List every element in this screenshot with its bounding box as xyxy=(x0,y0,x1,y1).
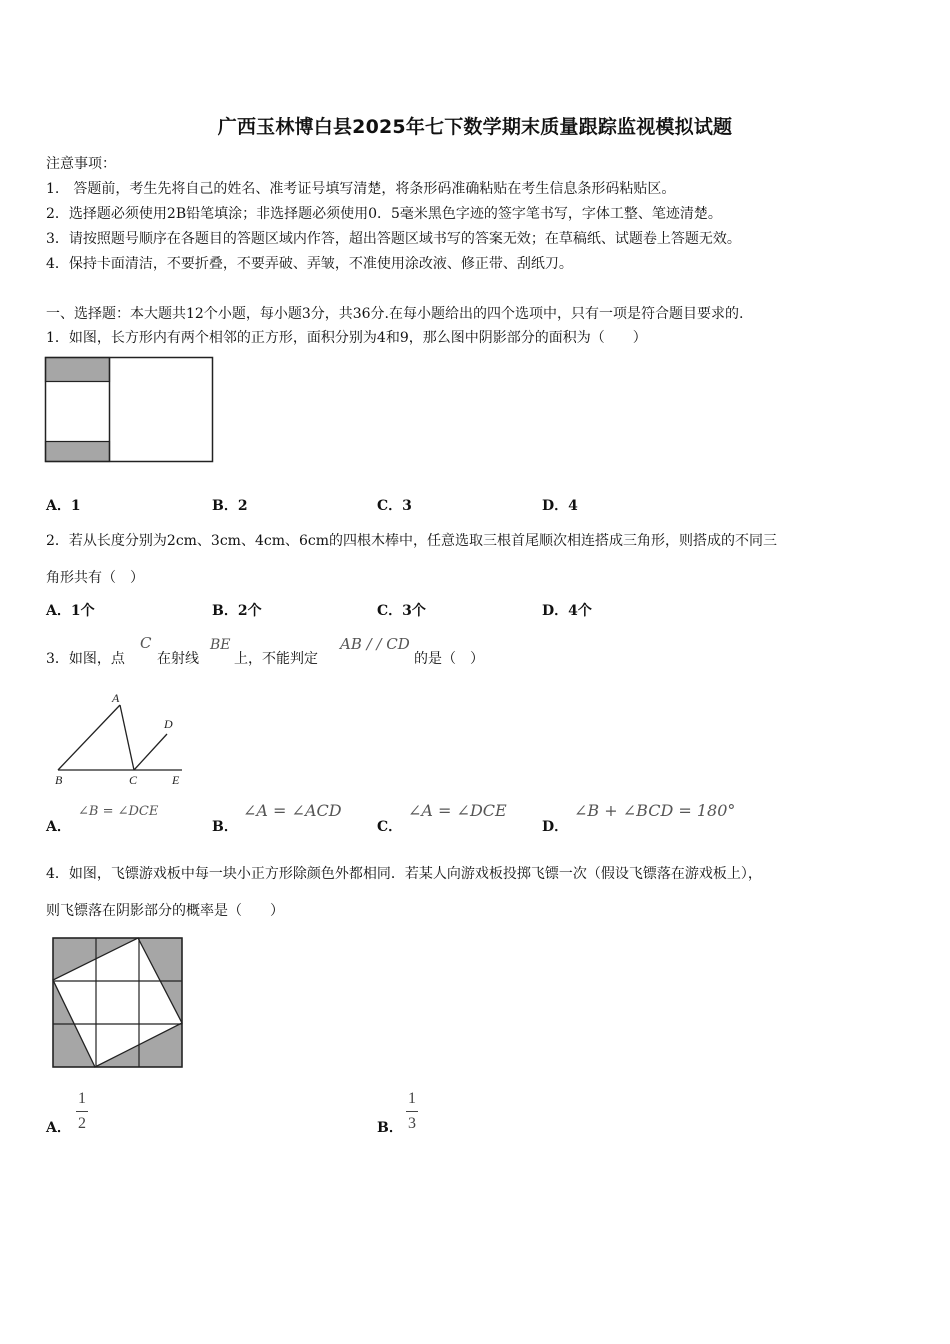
q4-option-a-numerator: 1 xyxy=(78,1090,86,1107)
q4-option-b-fraction xyxy=(406,1090,418,1133)
question-2-text-line2: 角形共有（ ） xyxy=(46,570,144,586)
q4-option-b-denominator: 3 xyxy=(408,1115,416,1132)
q1-option-c[interactable]: C．3 xyxy=(377,498,412,514)
q1-option-d[interactable]: D．4 xyxy=(542,498,578,514)
q3-segment-cd xyxy=(134,734,167,770)
question-1-figure xyxy=(44,356,216,466)
question-3-part3: 上，不能判定 xyxy=(234,651,318,667)
q3-math-be: BE xyxy=(210,637,231,653)
section-heading: 一、选择题：本大题共12个小题，每小题3分，共36分.在每小题给出的四个选项中，只有一项是符合题目要求的. xyxy=(46,306,744,322)
q1-option-b[interactable]: B．2 xyxy=(212,498,248,514)
note-item-2: 2．选择题必须使用2B铅笔填涂；非选择题必须使用0．5毫米黑色字迹的签字笔书写，字体工整、笔迹清楚。 xyxy=(46,206,722,222)
exam-title: 广西玉林博白县2025年七下数学期末质量跟踪监视模拟试题 xyxy=(217,116,733,138)
q3-label-e: E xyxy=(172,773,180,787)
question-3-part1: 3．如图，点 xyxy=(46,651,125,667)
q3-option-a[interactable]: A． xyxy=(46,819,71,835)
question-3-part4: 的是（ ） xyxy=(414,651,484,667)
note-item-4: 4．保持卡面清洁，不要折叠，不要弄破、弄皱，不准使用涂改液、修正带、刮纸刀。 xyxy=(46,256,573,272)
fraction-bar xyxy=(406,1111,418,1112)
q3-math-c: C xyxy=(140,634,152,652)
q4-option-b-numerator: 1 xyxy=(408,1090,416,1107)
note-item-3: 3．请按照题号顺序在各题目的答题区域内作答，超出答题区域书写的答案无效；在草稿纸、试题卷上答题无效。 xyxy=(46,231,741,247)
question-3-part2: 在射线 xyxy=(157,651,199,667)
question-1-text: 1．如图，长方形内有两个相邻的正方形，面积分别为4和9，那么图中阴影部分的面积为（ ） xyxy=(46,330,647,346)
q3-label-d: D xyxy=(164,717,173,731)
q3-option-a-math: ∠B = ∠DCE xyxy=(78,804,159,819)
q3-option-c-math: ∠A = ∠DCE xyxy=(408,801,507,820)
q3-label-c: C xyxy=(129,773,138,787)
q1-option-a[interactable]: A．1 xyxy=(46,498,81,514)
q3-label-a: A xyxy=(112,691,120,705)
question-2-text-line1: 2．若从长度分别为2cm、3cm、4cm、6cm的四根木棒中，任意选取三根首尾顺次相连搭成三角形，则搭成的不同三 xyxy=(46,533,777,549)
q3-option-c[interactable]: C． xyxy=(377,819,403,835)
q3-segment-ba xyxy=(58,705,120,770)
q3-option-b[interactable]: B． xyxy=(212,819,238,835)
fraction-bar xyxy=(76,1111,88,1112)
question-4-text-line2: 则飞镖落在阴影部分的概率是（ ） xyxy=(46,903,284,919)
q3-option-d[interactable]: D． xyxy=(542,819,569,835)
question-4-figure xyxy=(52,937,184,1069)
q2-option-d[interactable]: D．4个 xyxy=(542,603,592,619)
question-3-figure xyxy=(50,690,190,790)
q4-option-a-denominator: 2 xyxy=(78,1115,86,1132)
q3-option-d-math: ∠B + ∠BCD = 180° xyxy=(574,801,736,820)
q1-shaded-top xyxy=(46,358,110,382)
question-4-text-line1: 4．如图，飞镖游戏板中每一块小正方形除颜色外都相同．若某人向游戏板投掷飞镖一次（假设飞镖落在游戏板上）， xyxy=(46,866,762,882)
q3-option-b-math: ∠A = ∠ACD xyxy=(243,801,342,820)
notes-heading: 注意事项： xyxy=(46,156,116,172)
q4-option-b[interactable]: B． xyxy=(377,1120,403,1136)
q3-label-b: B xyxy=(55,773,63,787)
q2-option-c[interactable]: C．3个 xyxy=(377,603,426,619)
q2-option-a[interactable]: A．1个 xyxy=(46,603,95,619)
q3-segment-ac xyxy=(120,705,134,770)
note-item-1: 1. 答题前，考生先将自己的姓名、准考证号填写清楚，将条形码准确粘贴在考生信息条形码粘贴区。 xyxy=(46,181,676,197)
q3-math-abcd: AB / / CD xyxy=(340,635,410,653)
q2-option-b[interactable]: B．2个 xyxy=(212,603,262,619)
q4-option-a[interactable]: A． xyxy=(46,1120,71,1136)
q1-shaded-bottom xyxy=(46,442,110,462)
q4-option-a-fraction xyxy=(76,1090,88,1133)
